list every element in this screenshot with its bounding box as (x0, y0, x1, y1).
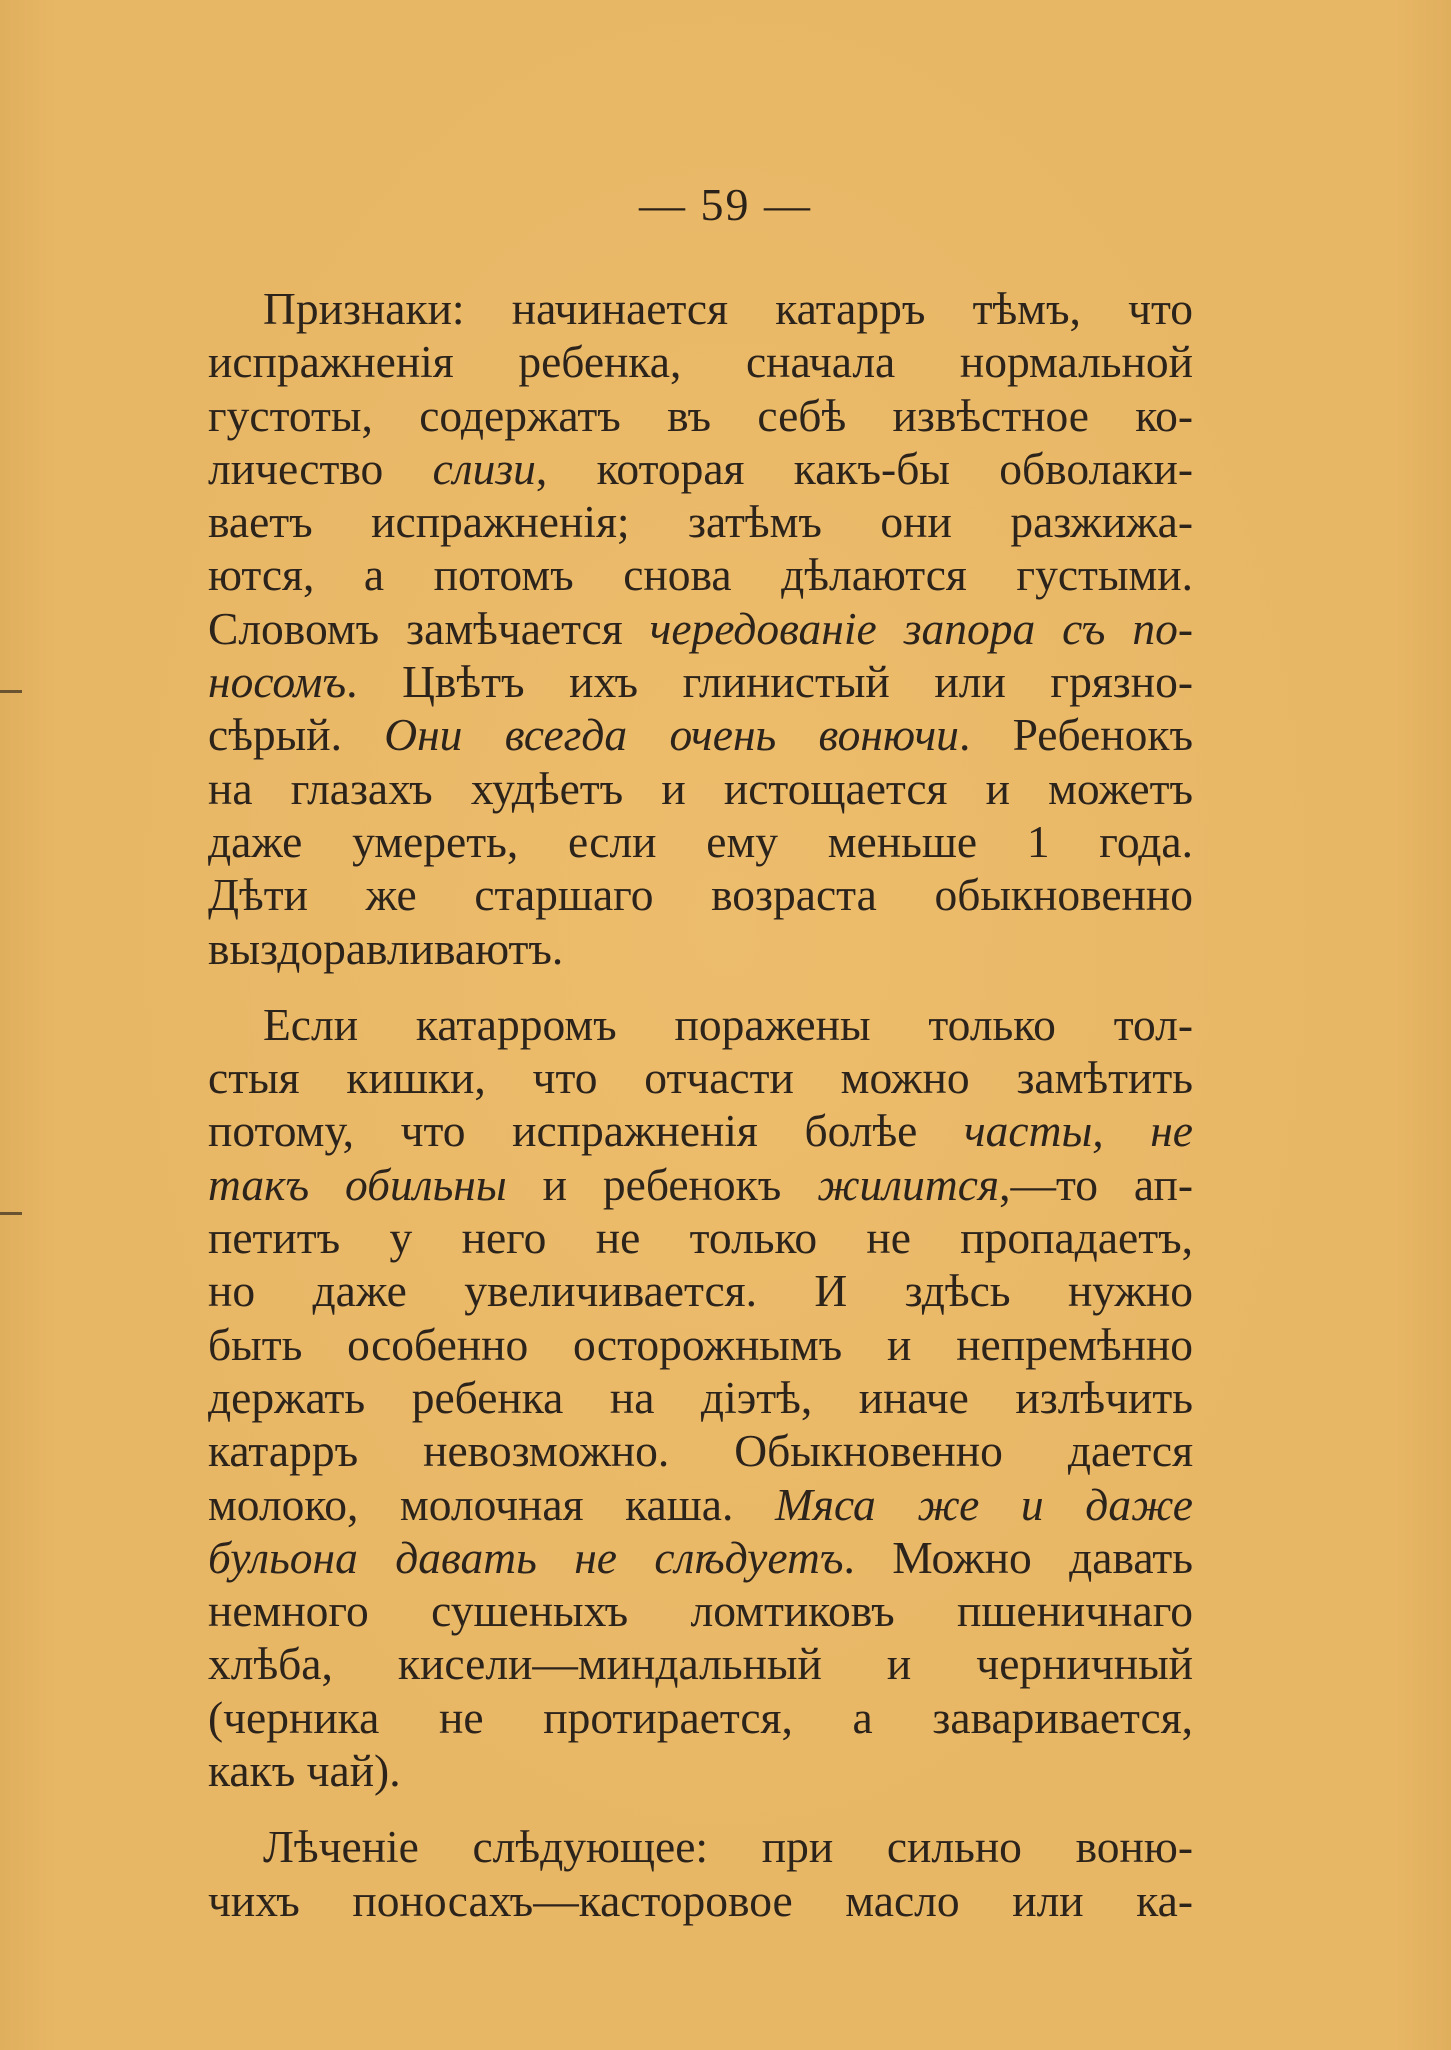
text-line: Словомъ замѣчается чередованіе запора съ по- (208, 602, 1193, 654)
emphasis: такъ обильны (208, 1158, 507, 1210)
text-line: даже умереть, если ему меньше 1 года. (208, 815, 1193, 867)
text-line: держать ребенка на діэтѣ, иначе излѣчить (208, 1371, 1193, 1423)
emphasis: жилится (817, 1158, 1000, 1210)
text-line: чихъ поносахъ—касторовое масло или ка- (208, 1874, 1193, 1926)
text-line: какъ чай). (208, 1745, 401, 1797)
text-line: Лѣченіе слѣдующее: при сильно воню- (263, 1821, 1193, 1873)
page-edge-mark (0, 690, 22, 693)
paragraph-gap (208, 1797, 1193, 1820)
text-line: немного сушеныхъ ломтиковъ пшеничнаго (208, 1585, 1193, 1637)
text-line: петитъ у него не только не пропадаетъ, (208, 1212, 1193, 1264)
text-line: носомъ. Цвѣтъ ихъ глинистый или грязно- (208, 656, 1193, 708)
text-line: выздоравливаютъ. (208, 922, 564, 974)
text-line: испражненія ребенка, сначала нормальной (208, 336, 1193, 388)
text-line: бульона давать не слѣдуетъ. Можно давать (208, 1531, 1193, 1583)
emphasis: слизи (432, 442, 536, 494)
text-line: Если катарромъ поражены только тол- (263, 998, 1193, 1050)
text-line: ются, а потомъ снова дѣлаются густыми. (208, 549, 1193, 601)
emphasis: чередованіе запора съ по- (649, 602, 1193, 654)
text-line: такъ обильны и ребенокъ жилится,—то ап- (208, 1158, 1194, 1210)
page-edge-mark (0, 1212, 22, 1215)
emphasis: Мяса же и даже (774, 1478, 1193, 1530)
emphasis: Они всегда очень вонючи (384, 709, 959, 761)
text-line: сѣрый. Они всегда очень вонючи. Ребенокъ (208, 709, 1193, 761)
text-line: потому, что испражненія болѣе часты, не (208, 1105, 1193, 1157)
text-line: густоты, содержатъ въ себѣ извѣстное ко- (208, 389, 1193, 441)
page-number: — 59 — (639, 179, 812, 230)
body-text (208, 282, 1193, 1927)
text-line: хлѣба, кисели—миндальный и черничный (208, 1638, 1193, 1690)
text-line: катарръ невозможно. Обыкновенно дается (208, 1425, 1193, 1477)
paragraph-gap (208, 975, 1193, 998)
emphasis: носомъ (208, 656, 347, 708)
text-line: ваетъ испражненія; затѣмъ они разжижа- (208, 496, 1193, 548)
paragraph (208, 1820, 1193, 1927)
text-line: (черника не протирается, а заваривается, (208, 1691, 1193, 1743)
paragraph (208, 998, 1193, 1797)
text-line: личество слизи, которая какъ-бы обволаки- (208, 442, 1193, 494)
paragraph (208, 282, 1193, 975)
emphasis: бульона давать не слѣдуетъ (208, 1531, 844, 1583)
text-line: молоко, молочная каша. Мяса же и даже (208, 1478, 1193, 1530)
text-line: на глазахъ худѣетъ и истощается и можетъ (208, 762, 1193, 814)
text-line: но даже увеличивается. И здѣсь нужно (208, 1265, 1193, 1317)
text-line: быть особенно осторожнымъ и непремѣнно (208, 1318, 1193, 1370)
emphasis: часты, не (963, 1105, 1193, 1157)
text-line: стыя кишки, что отчасти можно замѣтить (208, 1052, 1193, 1104)
text-line: Признаки: начинается катарръ тѣмъ, что (263, 283, 1193, 334)
text-line: Дѣти же старшаго возраста обыкновенно (208, 869, 1193, 921)
